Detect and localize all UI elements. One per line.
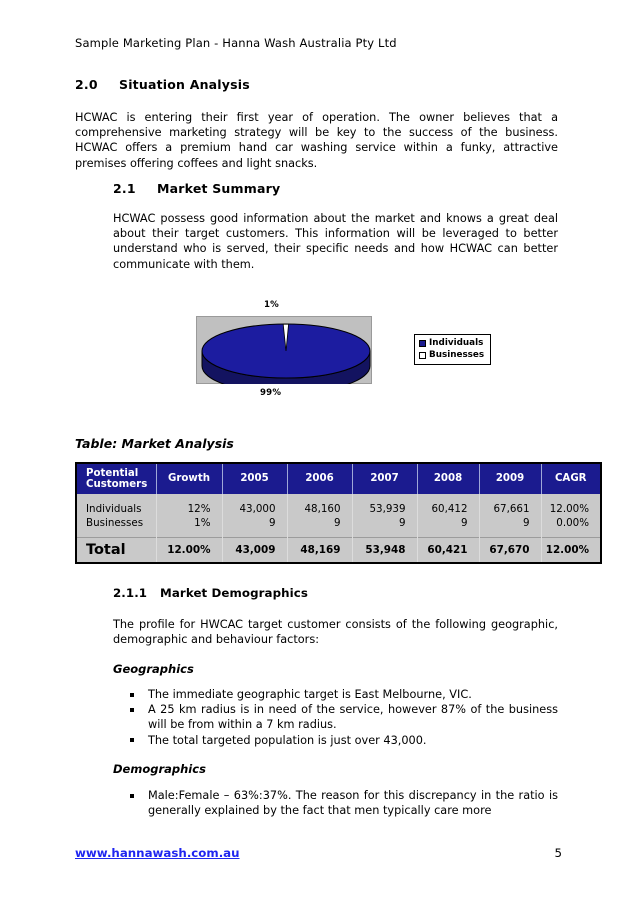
list-item [113,733,558,748]
cell-individuals-2006: 48,160 [287,502,352,516]
pie-graphic [200,318,372,384]
market-analysis-table [75,462,602,564]
pie-label-businesses: 1% [264,300,279,310]
table-header-2009: 2009 [479,463,541,494]
cell-total-2006: 48,169 [287,538,352,564]
cell-total-2007: 53,948 [352,538,417,564]
footer-page-number: 5 [554,846,562,860]
table-header-row [76,463,601,494]
square-bullet-icon [130,738,134,742]
cell-businesses-2008: 9 [417,516,479,530]
table-header-potential-customers [76,463,156,494]
table-caption: Table: Market Analysis [75,436,234,451]
cell-businesses-2006: 9 [287,516,352,530]
pie-svg [200,318,372,384]
list-item [113,702,558,732]
list-item-text: The total targeted population is just over 43,000. [148,733,427,747]
table-header-2008: 2008 [417,463,479,494]
cell-individuals-2005: 43,000 [222,502,287,516]
paragraph-market-demographics: The profile for HWCAC target customer consists of the following geographic, demographic and behaviour factors: [113,618,558,647]
table-body [76,494,601,563]
list-item-text: The immediate geographic target is East Melbourne, VIC. [148,688,472,701]
row-label-individuals: Individuals [76,502,156,516]
cell-businesses-2009: 9 [479,516,541,530]
list-item [113,687,558,702]
heading-number: 2.0 [75,77,98,92]
heading-market-summary [113,181,280,196]
legend-item-individuals [419,338,484,350]
heading-situation-analysis [75,77,250,92]
cell-total-2008: 60,421 [417,538,479,564]
cell-total-growth: 12.00% [156,538,222,564]
cell-individuals-cagr: 12.00% [541,502,601,516]
list-geographics [113,687,558,748]
list-demographics [113,788,558,818]
pie-label-individuals: 99% [260,388,282,398]
list-item [113,788,558,818]
table-row [76,502,601,516]
list-item-text: Male:Female – 63%:37%. The reason for this discrepancy in the ratio is generally explained by the fact that men typically care more [148,789,558,818]
heading-number: 2.1 [113,181,136,196]
heading-number: 2.1.1 [113,586,148,600]
cell-individuals-2009: 67,661 [479,502,541,516]
heading-geographics: Geographics [113,662,194,676]
table-header-2007: 2007 [352,463,417,494]
square-bullet-icon [130,794,134,798]
cell-businesses-2007: 9 [352,516,417,530]
table-header-cagr: CAGR [541,463,601,494]
legend-item-businesses [419,350,484,362]
cell-individuals-2007: 53,939 [352,502,417,516]
heading-text: Market Demographics [160,586,309,600]
table-spacer-row [76,494,601,502]
cell-businesses-2005: 9 [222,516,287,530]
market-pie-chart [196,300,376,405]
square-bullet-icon [130,693,134,697]
table-row [76,516,601,530]
table-header-2005: 2005 [222,463,287,494]
heading-text: Market Summary [157,181,281,196]
list-item-text: A 25 km radius is in need of the service, however 87% of the business will be from within a 7 km radius. [148,703,558,732]
row-label-total: Total [76,538,156,564]
cell-businesses-growth: 1% [156,516,222,530]
cell-businesses-cagr: 0.00% [541,516,601,530]
row-label-businesses: Businesses [76,516,156,530]
header-line-1: Potential [86,467,139,479]
paragraph-market-summary: HCWAC possess good information about the market and knows a great deal about their target customers. This information will be leveraged to better understand who is served, their specific needs and how HCWAC can better communicate with them. [113,212,558,271]
legend-swatch-individuals [419,340,426,347]
cell-total-2009: 67,670 [479,538,541,564]
footer-website-link[interactable]: www.hannawash.com.au [75,846,240,860]
cell-individuals-growth: 12% [156,502,222,516]
table-spacer-row [76,530,601,538]
heading-text: Situation Analysis [119,77,250,92]
table-total-row [76,538,601,564]
square-bullet-icon [130,708,134,712]
cell-individuals-2008: 60,412 [417,502,479,516]
header-line-2: Customers [86,479,148,490]
running-header: Sample Marketing Plan - Hanna Wash Australia Pty Ltd [75,36,397,50]
table-header-growth: Growth [156,463,222,494]
legend-label-businesses: Businesses [429,349,485,360]
legend-label-individuals: Individuals [429,338,484,348]
paragraph-situation-analysis: HCWAC is entering their first year of operation. The owner believes that a comprehensive marketing strategy will be key to the success of the business. HCWAC offers a premium hand car washing service within a funky, attractive premises offering coffees and light snacks. [75,111,558,170]
cell-total-cagr: 12.00% [541,538,601,564]
chart-legend [414,334,491,365]
cell-total-2005: 43,009 [222,538,287,564]
legend-swatch-businesses [419,352,426,359]
table-header [76,463,601,494]
heading-market-demographics [113,586,308,600]
heading-demographics: Demographics [113,762,206,776]
table-header-2006: 2006 [287,463,352,494]
